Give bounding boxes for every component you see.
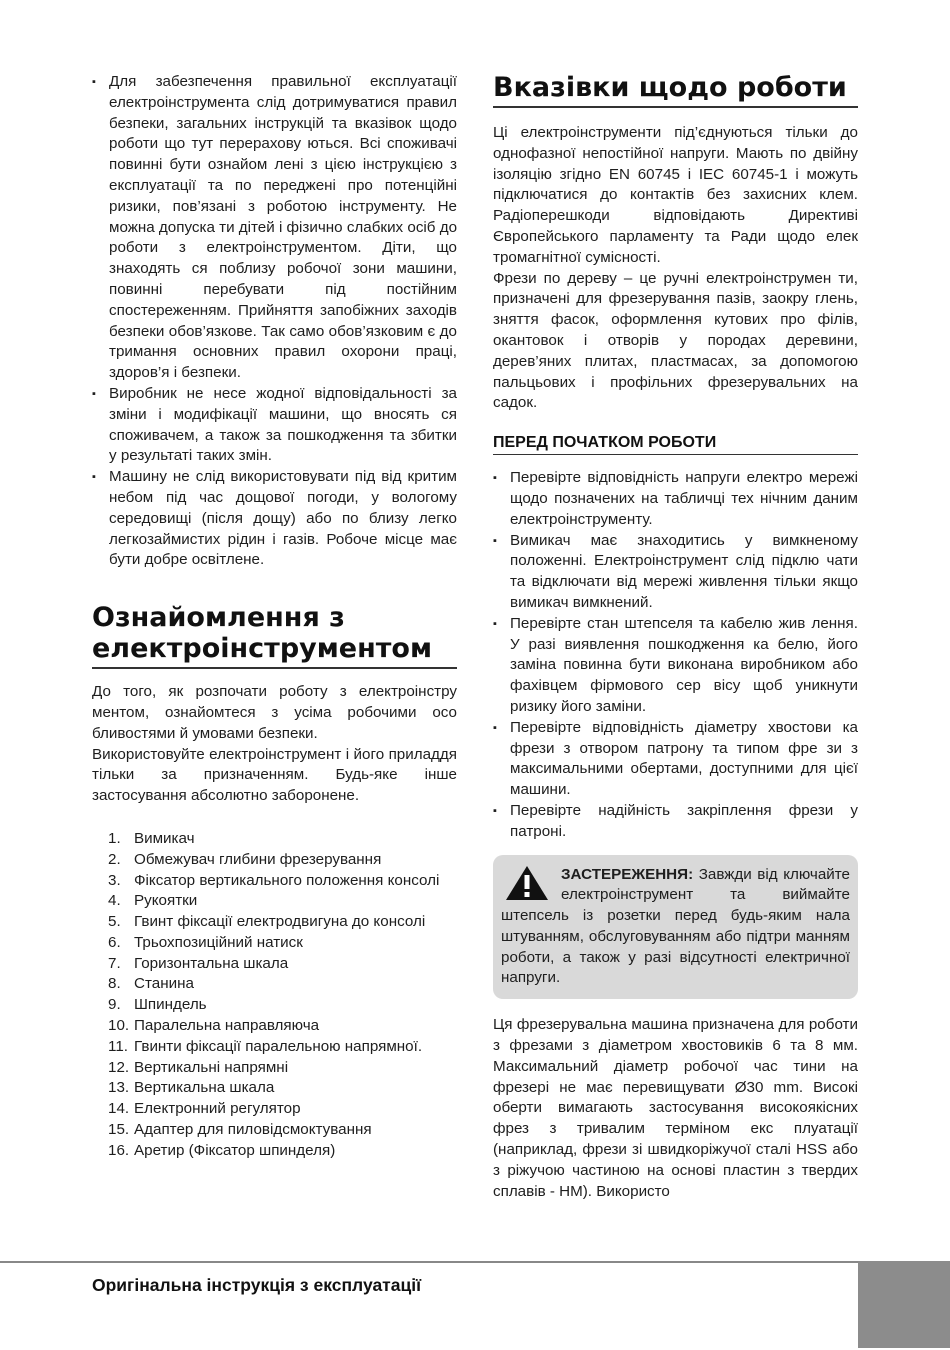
paragraph: Фрези по дереву – це ручні електроінструмен ти, призначені для фрезерування пазів, заокру глень, зняття фасок, оформлення кутових про філів, окантовок і отворів у породах деревини, дерев’яних плитах, пластмасах, за допомогою пальцьових і профільних фрезерувальних на садок. [493,269,858,412]
list-item-number: 15. [108,1121,130,1139]
list-item-label: Аретир (Фіксатор шпинделя) [134,1141,336,1159]
list-item-label: Гвинт фіксації електродвигуна до консолі [134,913,426,931]
paragraph: До того, як розпочати роботу з електроінстру ментом, ознайомтеся з усіма робочими осо бливостями й умовами безпеки. [92,683,457,742]
list-item-number: 9. [108,996,121,1014]
list-item-label: Електронний регулятор [134,1100,301,1118]
list-item [108,1078,457,1099]
list-item-label: Фіксатор вертикального положення консолі [134,871,440,889]
list-item-number: 5. [108,913,121,931]
checklist-item: ▪ Перевірте стан штепселя та кабелю жив лення. У разі виявлення пошкодження ка белю, його заміна повинна бути виконана виробником або фахівцем фірмового сер вісу щоб уникнути ризику його заміни. [493,614,858,718]
list-item [108,974,457,995]
footer-title: Оригінальна інструкція з експлуатації [92,1275,422,1295]
list-item [108,1058,457,1079]
list-item-number: 10. [108,1017,130,1035]
left-column [92,72,457,1162]
list-item [108,829,457,850]
section-title-familiarization: Ознайомлення з електроінструментом [92,602,457,669]
list-item [108,1141,457,1162]
list-item-number: 7. [108,954,121,972]
list-item [108,1099,457,1120]
list-item [108,850,457,871]
warning-label: ЗАСТЕРЕЖЕННЯ: [561,865,694,883]
list-item [108,1016,457,1037]
list-item-number: 16. [108,1141,130,1159]
list-item-number: 11. [108,1037,128,1055]
list-item-label: Адаптер для пиловідсмоктування [134,1121,372,1139]
list-item-label: Вертикальні напрямні [134,1058,289,1076]
intro-bullet-item: ▪ Машину не слід використовувати під від критим небом під час дощової погоди, у вологому середовищі (після дощу) або по близу легко легкозаймистих рідин і газів. Робоче місце має бути добре освітлене. [92,467,457,571]
list-item [108,1037,457,1058]
checklist-item: ▪ Вимикач має знаходитись у вимкненому положенні. Електроінструмент слід підклю чати та відключати від мережі живлення тільки якщо вимикач вимкнений. [493,531,858,614]
list-item-number: 8. [108,975,121,993]
list-item-number: 4. [108,892,121,910]
list-item-number: 13. [108,1079,130,1097]
section-title-work-instructions: Вказівки щодо роботи [493,72,858,108]
closing-paragraph: Ця фрезерувальна машина призначена для роботи з фрезами з діаметром хвостовиків 6 та 8 мм. Максимальний діаметр робочої час тини на фрезері не має перевищувати Ø30 mm. Високі оберти вимагають застосування високоякісних фрез з тривалим терміном екс плуатації (наприклад, фрези зі швидкоріжучої сталі HSS або з ріжучою частиною на основі пластин з твердих сплавів - HM). Використо [493,1016,858,1200]
warning-text: Завжди від ключайте електроінструмент та виймайте штепсель із розетки перед будь-яким нала штуванням, обслуговуванням або підтри манням роботи, а також у разі відсутності електричної напруги. [501,865,850,987]
list-item-label: Шпиндель [134,996,207,1014]
list-item-number: 3. [108,871,121,889]
warning-triangle-icon [505,865,549,901]
list-item-label: Горизонтальна шкала [134,954,289,972]
list-item [108,1120,457,1141]
right-column [493,72,858,1202]
list-item [108,995,457,1016]
list-item-label: Вертикальна шкала [134,1079,275,1097]
subheading-before-start: ПЕРЕД ПОЧАТКОМ РОБОТИ [493,434,858,455]
list-item-number: 1. [108,829,121,847]
checklist-item: ▪ Перевірте відповідність напруги електро мережі щодо позначених на табличці тех нічним даним електроінструменту. [493,468,858,530]
list-item-number: 6. [108,933,121,951]
warning-box [493,855,858,1000]
paragraph: Використовуйте електроінструмент і його приладдя тільки за призначенням. Будь-яке інше застосування абсолютно заборонене. [92,745,457,805]
list-item-number: 14. [108,1100,130,1118]
list-item-label: Вимикач [134,829,195,847]
intro-bullet-list [92,72,457,571]
paragraph: Ці електроінструменти під’єднуються тільки до однофазної непостійної напруги. Мають по двійну ізоляцію згідно EN 60745 і IEC 60745-1 і можуть підключатися до контактів без захисних клем. Радіоперешкоди відповідають Директиві Європейського парламенту та Ради щодо елек тромагнітної сумісності. [493,124,858,266]
list-item-number: 2. [108,850,121,868]
page-footer [0,1261,858,1350]
checklist-item: ▪ Перевірте відповідність діаметру хвостови ка фрези з отвором патрону та типом фре зи з максимальними обертами, доступними для цієї машини. [493,718,858,801]
list-item [108,954,457,975]
parts-list [92,829,457,1162]
list-item-number: 12. [108,1058,130,1076]
list-item [108,912,457,933]
list-item [108,933,457,954]
list-item [108,871,457,892]
list-item-label: Рукоятки [134,892,198,910]
list-item-label: Станина [134,975,194,993]
intro-bullet-item: ▪ Для забезпечення правильної експлуатації електроінструмента слід дотримуватися правил безпеки, загальних інструкцій та вказівок щодо роботи що тут перерахову ються. Всі споживачі повинні бути ознайом лені з цією інструкцією з експлуатації та по переджені про потенційні ризики, пов’язані з роботою інструменту. Не можна допуска ти дітей і фізично слабких осіб до роботи з електроінструментом. Діти, що знаходять ся поблизу робочої зони машини, повинні перебувати під постійним спостереженням. Прийняття запобіжних заходів безпеки обов’язкове. Так само обов’язковим є до тримання основних правил охорони праці, здоров’я і безпеки. [92,72,457,384]
intro-bullet-item: ▪ Виробник не несе жодної відповідальності за зміни і модифікації машини, що вносять ся споживачем, а також за пошкодження та збитки у результаті таких змін. [92,384,457,467]
checklist-item: ▪ Перевірте надійність закріплення фрези у патроні. [493,801,858,843]
list-item-label: Гвинти фіксації паралельною напрямної. [134,1037,423,1055]
page-tab [858,1261,950,1348]
list-item-label: Обмежувач глибини фрезерування [134,850,382,868]
list-item-label: Паралельна направляюча [134,1017,320,1035]
checklist [493,468,858,842]
list-item [108,891,457,912]
list-item-label: Трьохпозиційний натиск [134,933,303,951]
